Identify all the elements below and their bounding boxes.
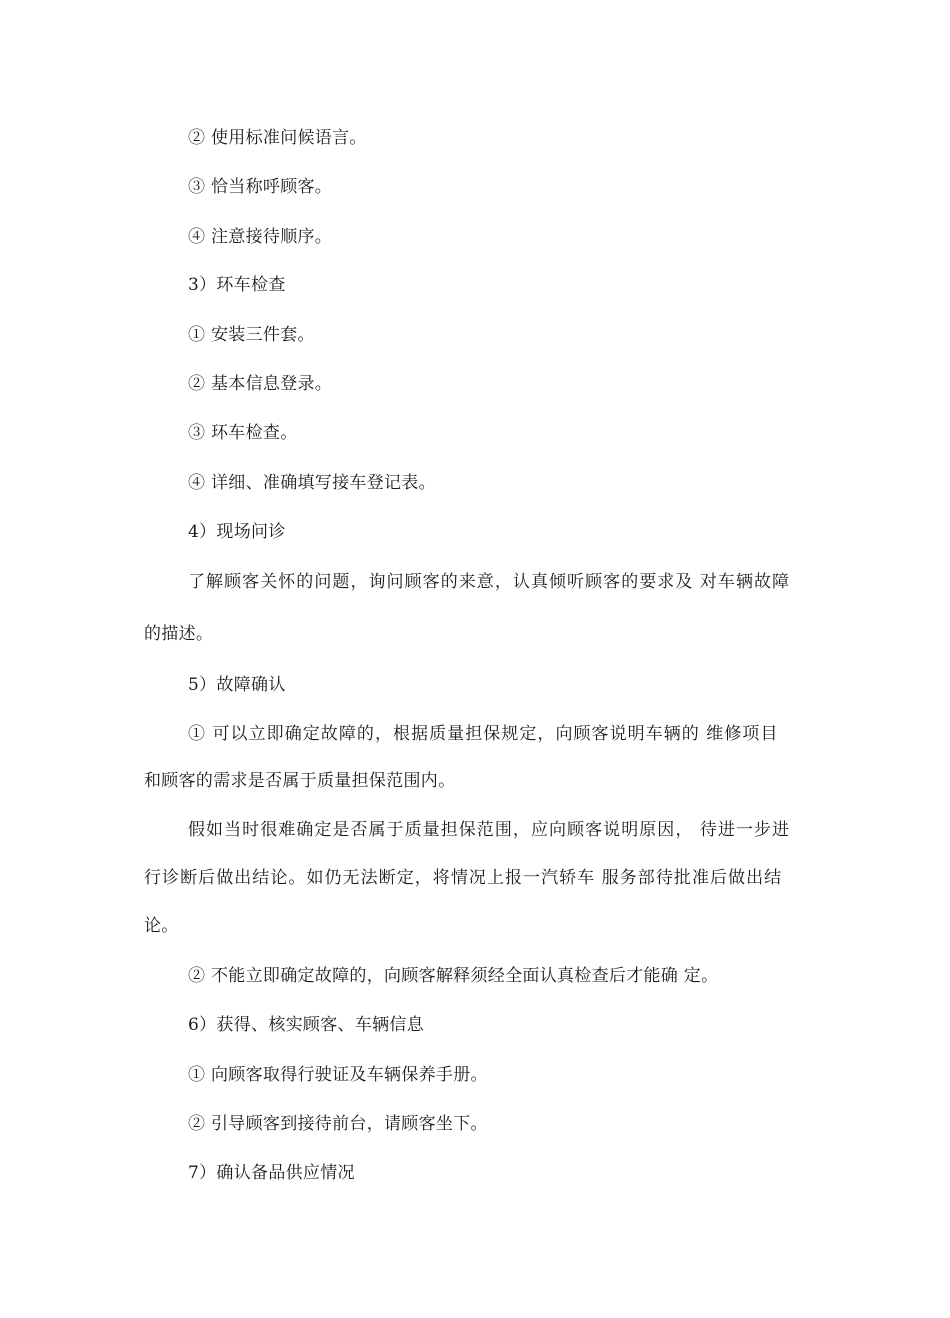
list-item-fault-not-determinable: ② 不能立即确定故障的，向顾客解释须经全面认真检查后才能确 定。 (188, 966, 719, 986)
list-item-fill-registration-form: ④ 详细、准确填写接车登记表。 (188, 473, 436, 493)
section-heading-fault-confirmation: 5）故障确认 (188, 675, 286, 695)
section-heading-onsite-consultation: 4）现场问诊 (188, 522, 286, 542)
section-heading-walkaround-inspection: 3）环车检查 (188, 275, 286, 295)
list-item-obtain-license: ① 向顾客取得行驶证及车辆保养手册。 (188, 1065, 488, 1085)
paragraph-warranty-line-3: 论。 (144, 916, 179, 936)
list-item-walkaround-check: ③ 环车检查。 (188, 423, 298, 443)
list-item-fault-determinable-line-2: 和顾客的需求是否属于质量担保范围内。 (144, 771, 456, 791)
paragraph-warranty-line-1: 假如当时很难确定是否属于质量担保范围，应向顾客说明原因， 待进一步进 (188, 820, 791, 840)
list-item-install-covers: ① 安装三件套。 (188, 325, 315, 345)
paragraph-consultation-line-2: 的描述。 (144, 624, 214, 644)
list-item-greeting-language: ② 使用标准问候语言。 (188, 128, 367, 148)
list-item-reception-order: ④ 注意接待顺序。 (188, 227, 333, 247)
paragraph-warranty-line-2: 行诊断后做出结论。如仍无法断定，将情况上报一汽轿车 服务部待批准后做出结 (144, 868, 783, 888)
paragraph-consultation-line-1: 了解顾客关怀的问题，询问顾客的来意，认真倾听顾客的要求及 对车辆故障 (188, 572, 791, 592)
list-item-basic-info-entry: ② 基本信息登录。 (188, 374, 333, 394)
list-item-fault-determinable-line-1: ① 可以立即确定故障的，根据质量担保规定，向顾客说明车辆的 维修项目 (188, 724, 779, 744)
section-heading-confirm-parts: 7）确认备品供应情况 (188, 1163, 355, 1183)
list-item-guide-to-desk: ② 引导顾客到接待前台，请顾客坐下。 (188, 1114, 488, 1134)
section-heading-verify-info: 6）获得、核实顾客、车辆信息 (188, 1015, 425, 1035)
list-item-address-customer: ③ 恰当称呼顾客。 (188, 177, 333, 197)
